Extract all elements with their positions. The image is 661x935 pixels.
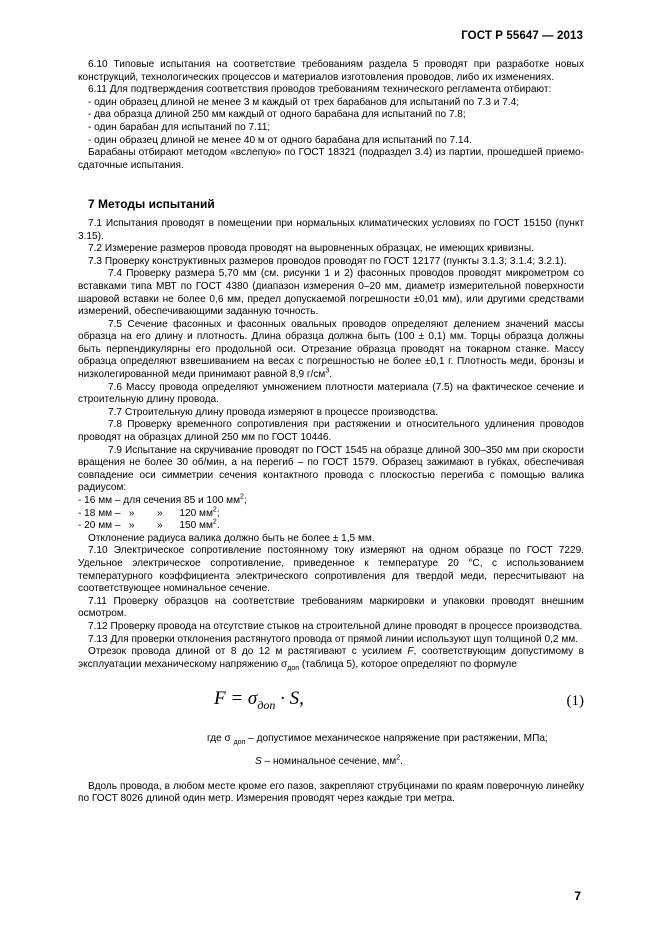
punctuation: . [216,520,220,532]
paragraph-drums: Барабаны отбирают методом «вслепую» по ГОСТ 18321 (подраздел 3.4) из партии, прошедшей приемо-сдаточные испытания. [78,147,584,171]
list-item [78,495,584,508]
superscript: 2 [212,518,217,526]
superscript: 3 [325,367,330,375]
formula-lhs: F = σ [214,688,258,710]
paragraph-7-2: 7.2 Измерение размеров провода проводят на выровненных образцах, не имеющих кривизны. [88,243,534,255]
list-item: - один образец длиной не менее 40 м от одного барабана для испытаний по 7.14. [88,134,472,146]
paragraph-7-9: 7.9 Испытание на скручивание проводят по ГОСТ 1545 на образце длиной 300–350 мм при скорости вращения не более 30 об/мин, а на перегиб – по ГОСТ 1579. Образец зажимают в губках, обеспечивая совпадение оси симметрии сечения контактного провода с плоскостью перегиба с помощью валика радиусом: [78,444,584,494]
paragraph-7-11: 7.11 Проверку образцов на соответствие требованиям маркировки и упаковки проводят внешним осмотром. [78,595,584,620]
paragraph-ruler: Вдоль провода, в любом месте кроме его пазов, закрепляют струбцинами по краям поверочную линейку по ГОСТ 8026 длиной один метр. Измерения проводят через каждые три метра. [78,780,584,805]
symbol-force: F [407,646,414,658]
punctuation: ; [243,495,247,506]
text-run: , соответствующим допустимому в эксплуатации механическому напряжению σ [78,646,584,670]
list-item: - два образца длиной 250 мм каждый от одного барабана для испытаний по 7.8; [88,109,466,121]
page-body [78,59,584,806]
paragraph-6-10: 6.10 Типовые испытания на соответствие требованиям раздела 5 проводят при разработке новых конструкций, технологических процессов и материалов изготовления проводов, либо их изменениях. [78,59,584,83]
paragraph-7-5-text: 7.5 Сечение фасонных и фасонных овальных проводов определяют делением значений массы образца на его длину и плотность. Длина образца должна быть (100 ± 0,1) мм. Торцы образца должны быть перпендикулярны его продольной оси. Отрезание образца проводят на токарном станке. Массу образца определяют взвешиванием на весах с погрешностью не более ±0,1 г. Плотность меди, бронзы и низколегированной меди принимают равной 8,9 г/см [78,318,584,381]
paragraph-7-13: 7.13 Для проверки отклонения растянутого провода от прямой линии используют щуп толщиной 0,2 мм. [88,633,579,645]
list-item [78,520,584,533]
text-run: Отрезок провода длиной от 8 до 12 м растягивают с усилием [88,646,408,658]
list-item-text: - 16 мм – для сечения 85 и 100 мм [78,495,241,506]
paragraph-deviation: Отклонение радиуса валика должно быть не более ± 1,5 мм. [88,532,375,544]
sampling-list [78,97,584,147]
paragraph-7-6: 7.6 Массу провода определяют умножением плотности материала (7.5) на фактическое сечение и строительную длину провода. [78,381,584,406]
superscript: 2 [212,506,217,514]
formula-legend-s [78,756,584,769]
text-run: (таблица 5), которое определяют по формуле [299,658,517,670]
radius-list [78,495,584,533]
paragraph-7-8: 7.8 Проверку временного сопротивления при растяжении и относительного удлинения проводов проводят на образцах длиной 250 мм по ГОСТ 10446. [78,419,584,444]
punctuation: ; [216,507,220,519]
list-item-text: - 20 мм – » » 150 мм [78,520,213,532]
list-item: - один образец длиной не менее 3 м каждый от трех барабанов для испытаний по 7.3 и 7.4; [88,96,520,108]
paragraph-7-7: 7.7 Строительную длину провода измеряют в процессе производства. [108,406,439,418]
subscript: доп [287,664,300,672]
equation-number: (1) [566,693,584,710]
formula-legend-sigma [78,733,584,750]
paragraph-7-12: 7.12 Проверку провода на отсутствие стыков на строительной длине проводят в процессе производства. [88,620,583,632]
paragraph-7-10: 7.10 Электрическое сопротивление постоянному току измеряют на одном образце по ГОСТ 7229. Удельное электрическое сопротивление, приведенное к температуре 20 °С, с использованием температурного коэффициента электрического сопротивления для твердой меди, пересчитывают на соответствующее номинальное сечение. [78,545,584,595]
list-item-text: - 18 мм – » » 120 мм [78,507,213,519]
punctuation: . [329,369,333,381]
formula-subscript: доп [257,698,276,713]
symbol-section: S [255,755,262,767]
paragraph-7-3: 7.3 Проверку конструктивных размеров проводов проводят по ГОСТ 12177 (пункты 3.1.3; 3.1.4; 3.2.1). [88,255,567,267]
paragraph-7-4: 7.4 Проверку размера 5,70 мм (см. рисунки 1 и 2) фасонных проводов проводят микрометром со вставками типа МВТ по ГОСТ 4380 (диапазон измерения 0–20 мм, диаметр измерительной поверхности шаровой вставки не более 0,6 мм, предел допускаемой погрешности ±0,01 мм), или другими средствами измерений, обеспечивающими заданную точность. [78,268,584,318]
document-header: ГОСТ Р 55647 — 2013 [461,30,583,42]
paragraph-7-5 [78,319,584,382]
punctuation: . [400,755,403,767]
paragraph-7-1: 7.1 Испытания проводят в помещении при нормальных климатических условиях по ГОСТ 15150 (пункт 3.15). [78,217,584,242]
text-run: – допустимое механическое напряжение при растяжении, МПа; [245,733,548,745]
list-item: - один барабан для испытаний по 7.11; [88,121,271,133]
formula [214,688,304,713]
subscript: доп [233,739,246,747]
superscript: 2 [240,493,244,501]
text-run: где σ [207,733,234,745]
paragraph-tension [78,646,584,675]
formula-block [78,683,584,731]
superscript: 2 [396,754,401,762]
section-title: 7 Методы испытаний [88,197,215,212]
page-number: 7 [574,889,581,903]
formula-rhs: · S, [275,688,304,710]
list-item [78,508,584,521]
text-run: – номинальное сечение, мм [261,755,397,767]
paragraph-6-11: 6.11 Для подтверждения соответствия проводов требованиям технического регламента отбирают: [88,84,552,96]
